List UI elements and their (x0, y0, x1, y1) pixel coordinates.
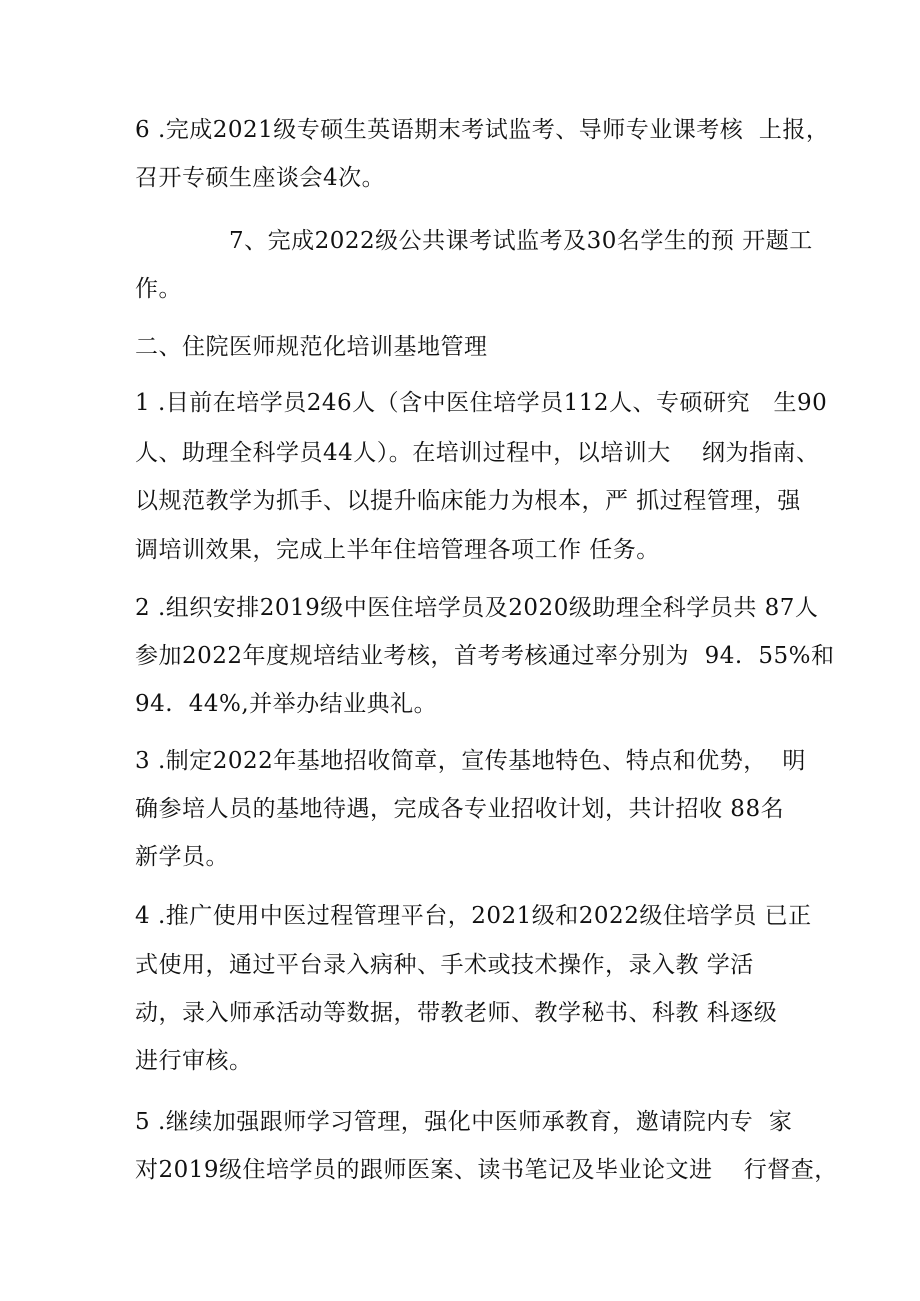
paragraph-line: 3 .制定2022年基地招收简章，宣传基地特色、特点和优势， 明 (135, 748, 806, 774)
paragraph-line: 作。 (135, 276, 182, 302)
paragraph-line: 调培训效果，完成上半年住培管理各项工作 任务。 (135, 537, 660, 563)
paragraph-line: 动，录入师承活动等数据，带教老师、教学秘书、科教 科逐级 (135, 1000, 778, 1026)
paragraph-line: 7、完成2022级公共课考试监考及30名学生的预 开题工 (229, 228, 813, 254)
paragraph-line: 2 .组织安排2019级中医住培学员及2020级助理全科学员共 87人 (135, 595, 819, 621)
paragraph-line: 1 .目前在培学员246人（含中医住培学员112人、专硕研究 生90 (135, 390, 828, 416)
paragraph-line: 6 .完成2021级专硕生英语期末考试监考、导师专业课考核 上报， (135, 117, 830, 143)
paragraph-line: 新学员。 (135, 844, 229, 870)
paragraph-line: 4 .推广使用中医过程管理平台，2021级和2022级住培学员 已正 (135, 903, 812, 929)
paragraph-line: 对2019级住培学员的跟师医案、读书笔记及毕业论文进 行督查， (135, 1157, 838, 1183)
paragraph-line: 人、助理全科学员44人）。在培训过程中，以培训大 纲为指南、 (135, 440, 820, 466)
section-heading: 二、住院医师规范化培训基地管理 (135, 334, 488, 360)
paragraph-line: 确参培人员的基地待遇，完成各专业招收计划，共计招收 88名 (135, 796, 785, 822)
paragraph-line: 召开专硕生座谈会4次。 (135, 165, 386, 191)
paragraph-line: 94. 44%,并举办结业典礼。 (135, 691, 438, 717)
paragraph-line: 式使用，通过平台录入病种、手术或技术操作，录入教 学活 (135, 952, 754, 978)
paragraph-line: 以规范教学为抓手、以提升临床能力为根本，严 抓过程管理，强 (135, 488, 801, 514)
paragraph-line: 进行审核。 (135, 1048, 253, 1074)
paragraph-line: 参加2022年度规培结业考核，首考考核通过率分别为 94. 55%和 (135, 643, 835, 669)
paragraph-line: 5 .继续加强跟师学习管理，强化中医师承教育，邀请院内专 家 (135, 1109, 793, 1135)
